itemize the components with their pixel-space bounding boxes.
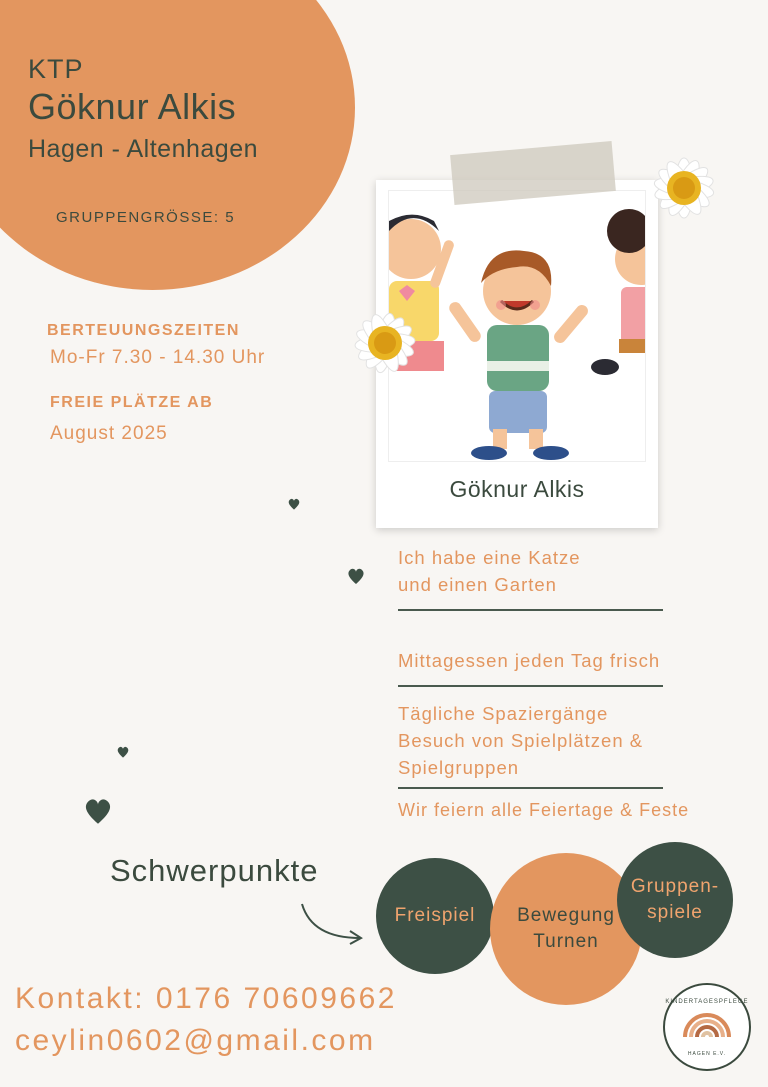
bubble-line: Bewegung (517, 905, 615, 926)
bubble-line: Turnen (533, 931, 599, 952)
contact-phone: Kontakt: 0176 70609662 (15, 982, 397, 1015)
bubble-line: Freispiel (394, 905, 476, 926)
hours-label: BERTEUUNGSZEITEN (47, 322, 240, 339)
heart-icon (82, 790, 114, 837)
focus-bubble-bewegung (490, 853, 642, 1005)
arrow-icon (298, 900, 366, 953)
focus-bubble-freispiel (376, 858, 494, 974)
feature-item (398, 797, 689, 824)
feature-line: Besuch von Spielplätzen & (398, 730, 644, 751)
feature-line: Tägliche Spaziergänge (398, 703, 609, 724)
heart-icon (116, 743, 130, 766)
polaroid-caption: Göknur Alkis (449, 476, 585, 502)
daisy-left (334, 293, 436, 398)
feature-item (398, 700, 643, 781)
focus-title: Schwerpunkte (110, 853, 319, 888)
divider (398, 685, 663, 687)
divider (398, 609, 663, 611)
feature-line: Spielgruppen (398, 757, 520, 778)
feature-item (398, 647, 660, 674)
availability-value: August 2025 (50, 423, 168, 444)
feature-line: Mittagessen jeden Tag frisch (398, 650, 661, 671)
divider (398, 787, 663, 789)
ktp-label: KTP (28, 54, 84, 84)
bubble-line: Gruppen- (630, 876, 720, 897)
heart-icon (287, 496, 301, 517)
bubble-line: spiele (647, 902, 703, 923)
location: Hagen - Altenhagen (28, 135, 259, 163)
contact-email[interactable]: ceylin0602@gmail.com (15, 1024, 376, 1057)
association-logo (663, 983, 751, 1071)
focus-bubble-gruppenspiele (617, 842, 733, 958)
group-size: GRUPPENGRÖSSE: 5 (56, 209, 236, 226)
availability-label: FREIE PLÄTZE AB (50, 394, 214, 411)
daisy-top-right (632, 138, 736, 243)
feature-line: Ich habe eine Katze (398, 547, 581, 568)
feature-item (398, 544, 581, 598)
logo-top-text: KINDERTAGESPFLEGE (665, 999, 749, 1005)
feature-line: Wir feiern alle Feiertage & Feste (398, 800, 690, 820)
feature-line: und einen Garten (398, 574, 557, 595)
heart-icon (346, 563, 366, 594)
provider-name: Göknur Alkis (28, 86, 237, 127)
logo-bottom-text: HAGEN E.V. (687, 1051, 727, 1057)
hours-value: Mo-Fr 7.30 - 14.30 Uhr (50, 347, 266, 368)
